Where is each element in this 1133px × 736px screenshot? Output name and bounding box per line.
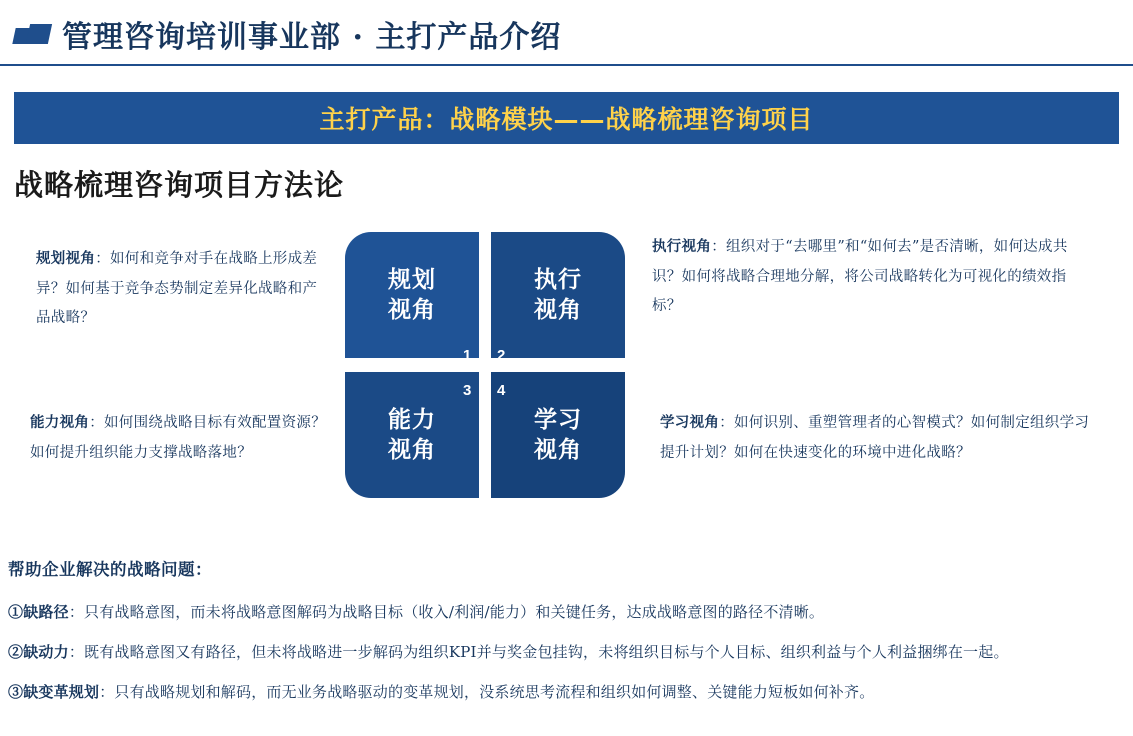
logo-shape-right	[26, 24, 52, 44]
quadrant-planning-line1: 规划	[388, 266, 436, 294]
description-capability-text: ：如何围绕战略目标有效配置资源？如何提升组织能力支撑战略落地？	[30, 415, 327, 461]
quadrant-capability[interactable]	[345, 372, 479, 498]
description-learning-label: 学习视角	[660, 414, 720, 431]
quadrant-execution[interactable]	[491, 232, 625, 358]
quadrant-number-2: 2	[497, 347, 506, 364]
quadrant-execution-line2: 视角	[534, 296, 582, 323]
quadrant-learning-line1: 学习	[534, 406, 582, 434]
quadrant-number-4: 4	[497, 382, 506, 399]
page-title: 管理咨询培训事业部 · 主打产品介绍	[62, 20, 562, 55]
quadrant-planning-line2: 视角	[388, 296, 436, 323]
product-banner	[14, 92, 1119, 144]
quadrant-capability-line2: 视角	[388, 436, 436, 463]
header-divider	[0, 64, 1133, 66]
problem-item-1-name: ①缺路径	[8, 603, 69, 621]
section-heading: 战略梳理咨询项目方法论	[14, 168, 345, 202]
page-header	[0, 0, 1133, 66]
description-planning	[36, 244, 326, 334]
problem-item-2	[8, 641, 1128, 662]
quadrant-planning[interactable]	[345, 232, 479, 358]
description-capability	[30, 408, 330, 468]
problem-item-2-text: ：既有战略意图又有路径，但未将战略进一步解码为组织KPI并与奖金包挂钩，未将组织目标与个人目标、组织利益与个人利益捆绑在一起。	[68, 643, 1009, 661]
description-capability-label: 能力视角	[30, 414, 90, 431]
description-execution-label: 执行视角	[652, 238, 712, 255]
description-planning-label: 规划视角	[36, 250, 96, 267]
quadrant-execution-line1: 执行	[534, 266, 582, 294]
problem-item-3	[8, 681, 1128, 702]
description-execution-text: ：组织对于“去哪里”和“如何去”是否清晰，如何达成共识？如何将战略合理地分解，将公司战略转化为可视化的绩效指标？	[652, 239, 1068, 315]
quadrant-learning[interactable]	[491, 372, 625, 498]
description-learning-text: ：如何识别、重塑管理者的心智模式？如何制定组织学习提升计划？如何在快速变化的环境中进化战略？	[660, 415, 1090, 461]
quadrant-diagram	[345, 232, 635, 504]
description-learning	[660, 408, 1092, 468]
banner-title: 主打产品：战略模块——战略梳理咨询项目	[319, 105, 814, 134]
description-execution	[652, 232, 1092, 322]
description-planning-text: ：如何和竞争对手在战略上形成差异？如何基于竞争态势制定差异化战略和产品战略？	[36, 251, 318, 327]
problem-item-3-name: ③缺变革规划	[8, 683, 100, 701]
quadrant-capability-line1: 能力	[388, 406, 436, 434]
quadrant-number-1: 1	[463, 347, 472, 364]
quadrant-number-3: 3	[463, 382, 472, 399]
quadrant-learning-line2: 视角	[534, 436, 582, 463]
problem-item-3-text: ：只有战略规划和解码，而无业务战略驱动的变革规划，没系统思考流程和组织如何调整、关键能力短板如何补齐。	[99, 683, 875, 701]
problem-item-1-text: ：只有战略意图，而未将战略意图解码为战略目标（收入/利润/能力）和关键任务，达成战略意图的路径不清晰。	[68, 603, 825, 621]
parallelogram-logo-icon	[14, 22, 56, 50]
problems-heading: 帮助企业解决的战略问题：	[8, 560, 212, 579]
problem-item-1	[8, 601, 1128, 622]
problem-item-2-name: ②缺动力	[8, 643, 69, 661]
